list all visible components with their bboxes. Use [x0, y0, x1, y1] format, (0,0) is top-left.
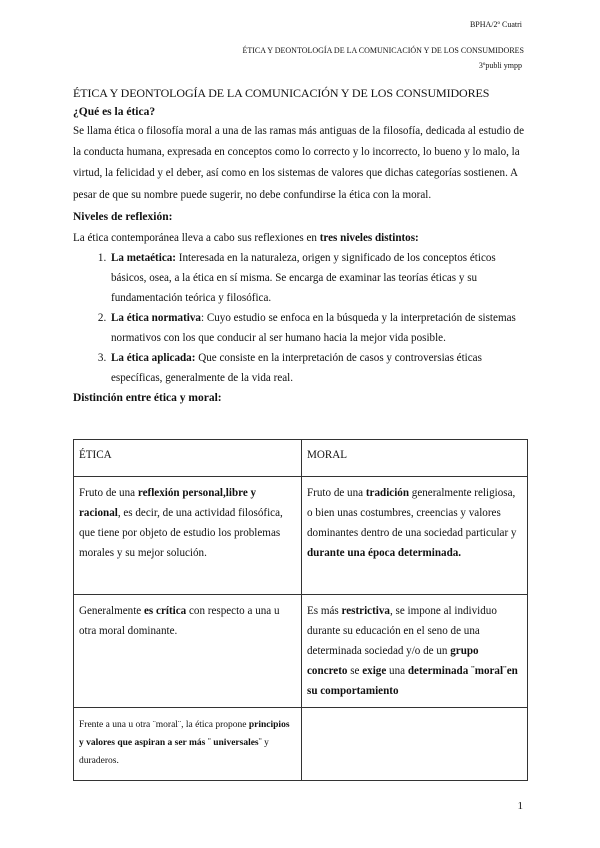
header-group: 3ºpubli ympp: [478, 61, 522, 70]
levels-heading: Niveles de reflexión:: [73, 210, 173, 223]
table-row: [74, 595, 528, 708]
page-number: 1: [517, 800, 523, 812]
table-cell: Generalmente es crítica con respecto a una u otra moral dominante.: [74, 595, 302, 708]
table-header-etica: ÉTICA: [74, 440, 302, 477]
levels-list: [73, 248, 527, 388]
header-subject: ÉTICA Y DEONTOLOGÍA DE LA COMUNICACIÓN Y DE LOS CONSUMIDORES: [242, 46, 524, 55]
intro-paragraph: Se llama ética o filosofía moral a una de las ramas más antiguas de la filosofía, dedicada al estudio de la conducta humana, expresada en conceptos como lo correcto y lo incorrecto, lo bueno y lo malo, la virtud, la felicidad y el deber, así como en los sistemas de valores que dichas categorías sostienen. A pesar de que su nombre puede sugerir, no debe confundirse la ética con la moral.: [73, 125, 524, 201]
table-row: [74, 477, 528, 595]
table-row: [74, 440, 528, 477]
header-course: BPHA/2º Cuatri: [469, 20, 522, 29]
table-cell: [302, 708, 528, 781]
table-cell: Es más restrictiva, se impone al individuo durante su educación en el seno de una determinada sociedad y/o de un grupo concreto se exige una determinada ¨moral¨en su comportamiento: [302, 595, 528, 708]
ethics-moral-table: [73, 439, 528, 781]
table-cell: Frente a una u otra ¨moral¨, la ética propone principios y valores que aspiran a ser más ¨ universales¨ y duraderos.: [74, 708, 302, 781]
document-body: [73, 86, 527, 408]
table-cell: Fruto de una tradición generalmente religiosa, o bien unas costumbres, creencias y valores dominantes dentro de una sociedad particular y durante una época determinada.: [302, 477, 528, 595]
table-cell: Fruto de una reflexión personal,libre y racional, es decir, de una actividad filosófica, que tiene por objeto de estudio los problemas morales y su mejor solución.: [74, 477, 302, 595]
table-header-moral: MORAL: [302, 440, 528, 477]
table-row: [74, 708, 528, 781]
levels-intro: La ética contemporánea lleva a cabo sus reflexiones en tres niveles distintos:: [73, 231, 419, 244]
list-item: 2. La ética normativa: Cuyo estudio se enfoca en la búsqueda y la interpretación de sistemas normativos con los que conducir al ser humano hacia la mejor vida posible.: [109, 308, 527, 348]
list-item: 3. La ética aplicada: Que consiste en la interpretación de casos y controversias éticas específicas, generalmente de la vida real.: [109, 348, 527, 388]
document-title: ÉTICA Y DEONTOLOGÍA DE LA COMUNICACIÓN Y DE LOS CONSUMIDORES: [73, 86, 490, 100]
question-heading: ¿Qué es la ética?: [73, 106, 156, 118]
distinction-heading: Distinción entre ética y moral:: [73, 391, 222, 404]
list-item: 1. La metaética: Interesada en la naturaleza, origen y significado de los conceptos éticos básicos, osea, a la ética en sí misma. Se encarga de examinar las teorías éticas y su fundamentación teórica y filosófica.: [109, 248, 527, 308]
